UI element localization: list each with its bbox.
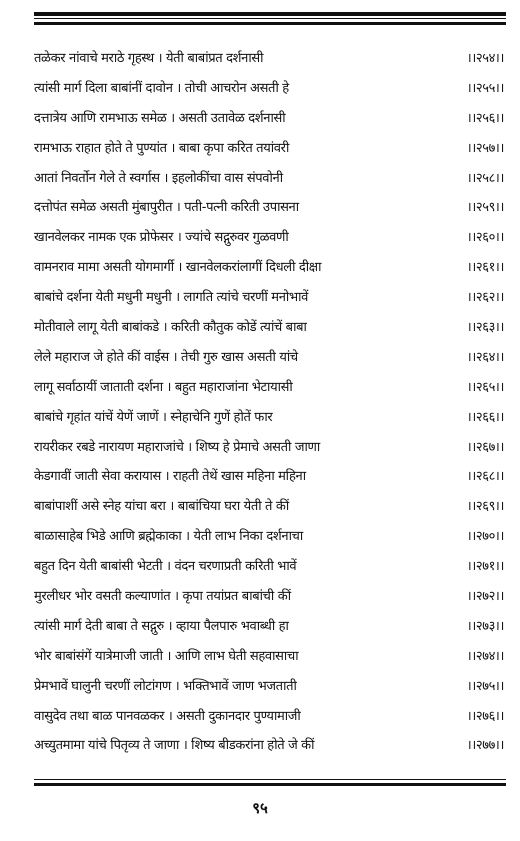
verse-text: रायरीकर रबडे नारायण महाराजांचे । शिष्य हे प्रेमाचे असती जाणा	[34, 439, 320, 455]
verse-number: ।।२६९।।	[466, 499, 504, 515]
verse-number: ।।२५७।।	[466, 140, 504, 156]
verse-line	[34, 496, 504, 526]
verse-text: मुरलीधर भोर वसती कल्याणांत । कृपा तयांप्रत बाबांची कीं	[34, 589, 291, 605]
verse-line	[34, 586, 504, 616]
verse-text: वासुदेव तथा बाळ पानवळकर । असती दुकानदार पुण्यामाजी	[34, 708, 301, 724]
verse-number: ।।२७६।।	[466, 708, 504, 724]
verse-text: बाबांचे दर्शना येती मधुनी मधुनी । लागति त्यांचे चरणीं मनोभावें	[34, 290, 308, 306]
verse-text: त्यांसी मार्ग देती बाबा ते सद्गुरु । व्हाया पैलपारु भवाब्धी हा	[34, 618, 289, 634]
verse-line	[34, 257, 504, 287]
verse-number: ।।२५६।।	[466, 110, 504, 126]
verse-text: लेले महाराज जे होते कीं वाईस । तेची गुरु खास असती यांचे	[34, 349, 298, 365]
verse-number: ।।२७४।।	[466, 648, 504, 664]
verse-number: ।।२६७।।	[466, 439, 504, 455]
verse-text: बाळासाहेब भिडे आणि ब्रह्मेकाका । येती लाभ निका दर्शनाचा	[34, 529, 303, 545]
verse-number: ।।२५८।।	[466, 170, 504, 186]
verse-number: ।।२५९।।	[466, 200, 504, 216]
verse-number: ।।२७५।।	[466, 678, 504, 694]
verse-text: भोर बाबांसंगें यात्रेमाजी जाती । आणि लाभ घेती सहवासाचा	[34, 648, 299, 664]
top-border-rule	[34, 6, 506, 28]
verse-line	[34, 108, 504, 138]
verse-line	[34, 556, 504, 586]
verse-text: बाबांपाशीं असे स्नेह यांचा बरा । बाबांचिया घरा येती ते कीं	[34, 499, 289, 515]
verse-number: ।।२७१।।	[466, 559, 504, 575]
verse-line	[34, 287, 504, 317]
verse-text: आतां निवर्तोन गेले ते स्वर्गास । इहलोकींचा वास संपवोनी	[34, 170, 283, 186]
verse-line	[34, 676, 504, 706]
verse-text: बहुत दिन येती बाबांसी भेटती । वंदन चरणाप्रती करिती भावें	[34, 559, 297, 575]
verse-number: ।।२६१।।	[466, 260, 504, 276]
verse-number: ।।२७७।।	[466, 738, 504, 754]
verse-line	[34, 437, 504, 467]
verse-line	[34, 735, 504, 765]
verse-number: ।।२६४।।	[466, 349, 504, 365]
verse-number: ।।२६६।।	[466, 409, 504, 425]
verse-number: ।।२५४।।	[466, 51, 504, 66]
verse-line	[34, 706, 504, 736]
verse-line	[34, 138, 504, 168]
verse-text: रामभाऊ राहात होते ते पुण्यांत । बाबा कृपा करित तयांवरी	[34, 140, 289, 156]
verse-number: ।।२६२।।	[466, 290, 504, 306]
verse-text: मोतीवाले लागू येती बाबांकडे । करिती कौतुक कोडें त्यांचें बाबा	[34, 320, 307, 336]
verse-line	[34, 317, 504, 347]
verse-number: ।।२६३।।	[466, 320, 504, 336]
verse-line	[34, 377, 504, 407]
verse-number: ।।२७३।।	[466, 618, 504, 634]
verse-number: ।।२५५।।	[466, 80, 504, 96]
verse-line	[34, 48, 504, 78]
verse-line	[34, 227, 504, 257]
verse-line	[34, 78, 504, 108]
verse-text: वामनराव मामा असती योगमार्गी । खानवेलकरांलागीं दिधली दीक्षा	[34, 260, 322, 276]
bottom-border-rule	[34, 779, 506, 789]
verse-text: केडगावीं जाती सेवा करायास । राहती तेथें खास महिना महिना	[34, 469, 306, 485]
verse-text: खानवेलकर नामक एक प्रोफेसर । ज्यांचे सद्गुरुवर गुळवणी	[34, 230, 289, 246]
verse-text: दत्तोपंत समेळ असती मुंबापुरीत । पती-पत्नी करिती उपासना	[34, 200, 299, 216]
verse-number: ।।२७०।।	[466, 529, 504, 545]
verse-text: दत्तात्रेय आणि रामभाऊ समेळ । असती उतावेळ दर्शनासी	[34, 110, 286, 126]
verse-text: बाबांचे गृहांत यांचें येणें जाणें । स्नेहाचेनि गुणें होतें फार	[34, 409, 273, 425]
verse-line	[34, 646, 504, 676]
verse-line	[34, 407, 504, 437]
page-number: ९५	[252, 799, 268, 817]
verse-line	[34, 168, 504, 198]
verse-number: ।।२६८।।	[466, 469, 504, 485]
verse-text: अच्युतमामा यांचे पितृव्य ते जाणा । शिष्य बीडकरांना होते जे कीं	[34, 738, 315, 754]
verse-text: तळेकर नांवाचे मराठे गृहस्थ । येती बाबांप्रत दर्शनासी	[34, 51, 264, 66]
verse-line	[34, 466, 504, 496]
verse-number: ।।२६०।।	[466, 230, 504, 246]
verse-line	[34, 526, 504, 556]
verse-line	[34, 616, 504, 646]
verse-list	[34, 48, 504, 765]
verse-line	[34, 347, 504, 377]
verse-text: प्रेमभावें घालुनी चरणीं लोटांगण । भक्तिभावें जाण भजताती	[34, 678, 297, 694]
verse-line	[34, 197, 504, 227]
verse-text: त्यांसी मार्ग दिला बाबांनीं दावोन । तोची आचरोन असती हे	[34, 80, 289, 96]
verse-text: लागू सर्वाठायीं जाताती दर्शना । बहुत महाराजांना भेटायासी	[34, 379, 293, 395]
verse-number: ।।२७२।।	[466, 589, 504, 605]
verse-number: ।।२६५।।	[466, 379, 504, 395]
